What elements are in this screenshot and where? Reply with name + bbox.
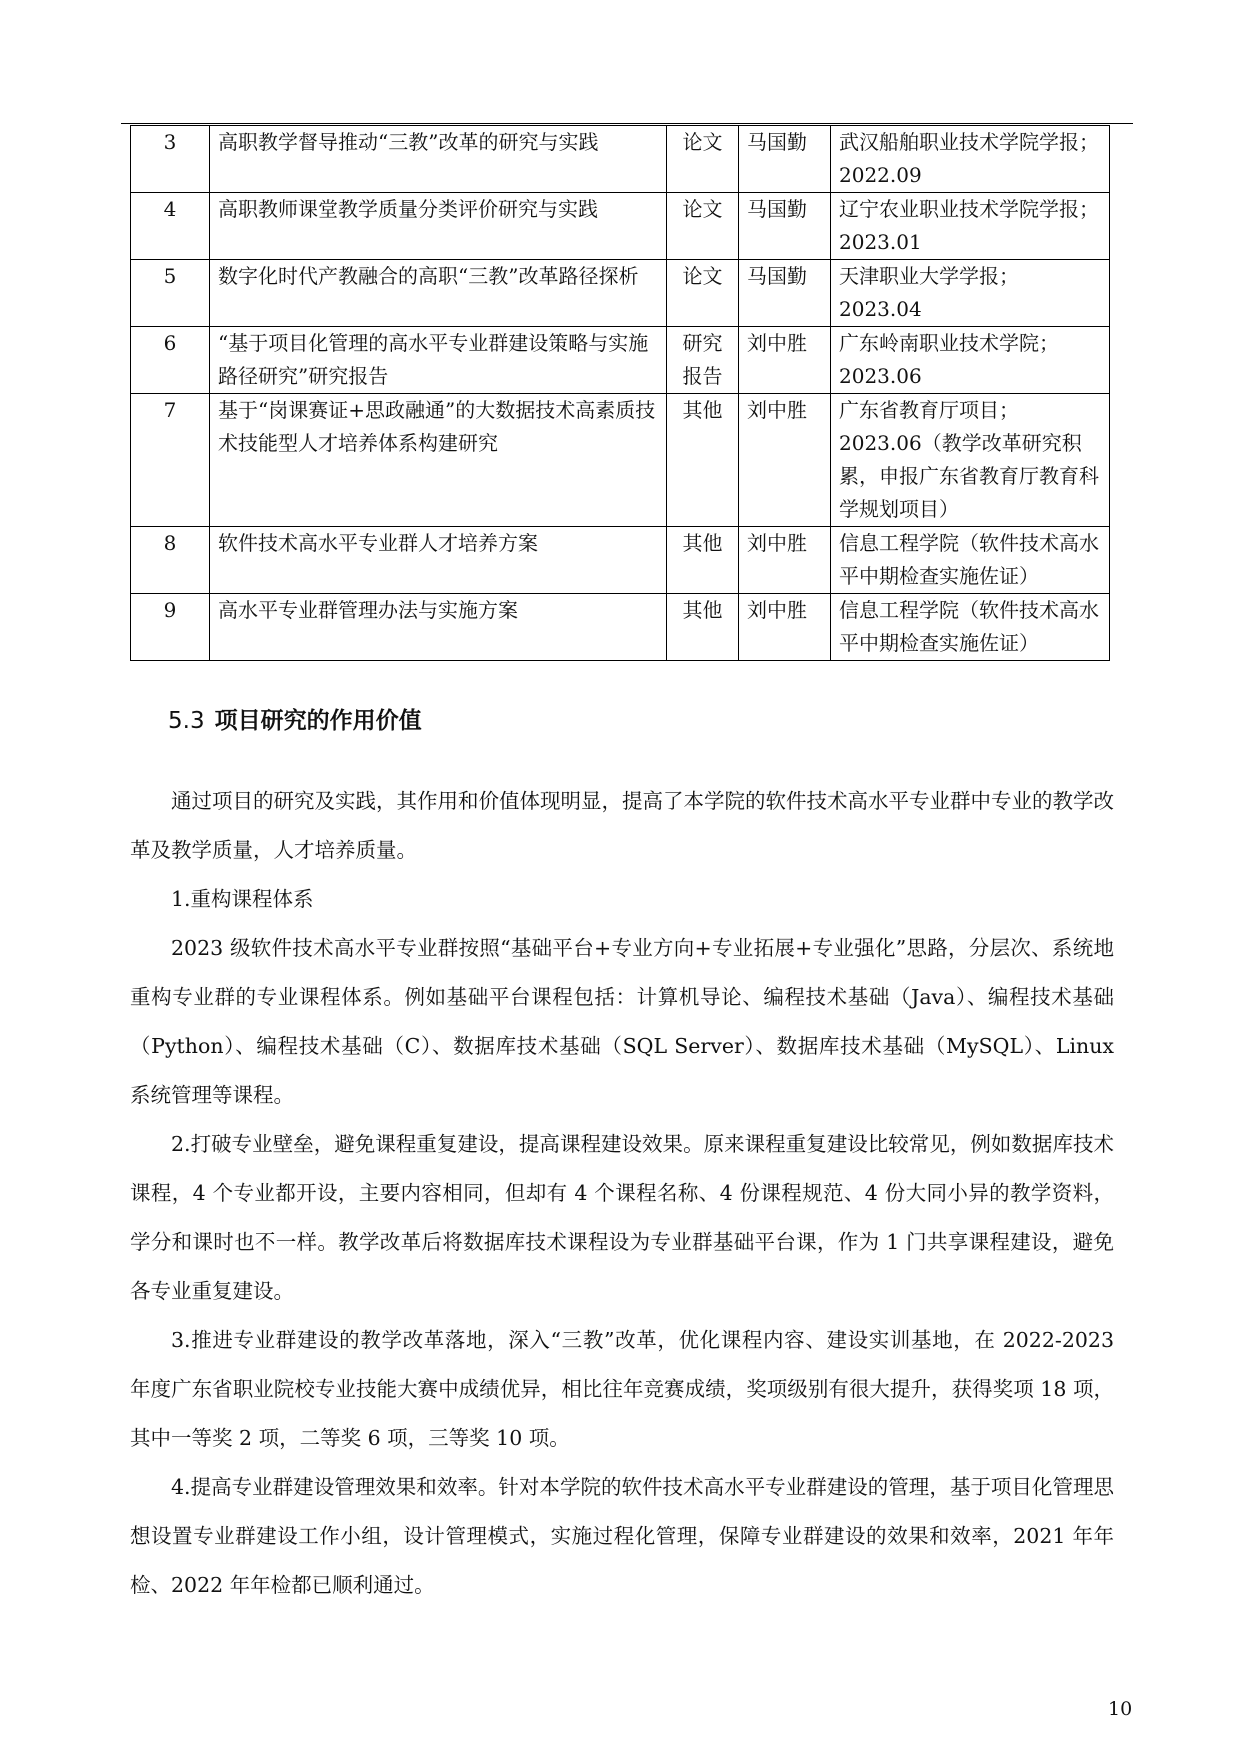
section-title: 项目研究的作用价值 [214, 708, 422, 734]
row-title: 数字化时代产教融合的高职“三教”改革路径探析 [210, 260, 667, 327]
row-number: 9 [131, 594, 210, 661]
header-rule [121, 123, 1133, 124]
row-author: 刘中胜 [739, 527, 831, 594]
row-title: 高职教师课堂教学质量分类评价研究与实践 [210, 193, 667, 260]
table-row [131, 527, 1110, 594]
row-title: 高职教学督导推动“三教”改革的研究与实践 [210, 126, 667, 193]
table-row [131, 327, 1110, 394]
paragraph-2: 2.打破专业壁垒，避免课程重复建设，提高课程建设效果。原来课程重复建设比较常见，例如数据库技术课程，4 个专业都开设，主要内容相同，但却有 4 个课程名称、4 份课程规范、4 份大同小异的教学资料，学分和课时也不一样。教学改革后将数据库技术课程设为专业群基础平台课，作为 1 门共享课程建设，避免各专业重复建设。 [130, 1132, 1114, 1303]
row-number: 6 [131, 327, 210, 394]
row-number: 7 [131, 394, 210, 527]
row-publication: 天津职业大学学报；2023.04 [831, 260, 1110, 327]
row-title: 软件技术高水平专业群人才培养方案 [210, 527, 667, 594]
table-row [131, 594, 1110, 661]
row-author: 马国勤 [739, 126, 831, 193]
row-number: 8 [131, 527, 210, 594]
row-publication: 广东岭南职业技术学院；2023.06 [831, 327, 1110, 394]
row-type: 研究报告 [667, 327, 739, 394]
paragraph-3: 3.推进专业群建设的教学改革落地，深入“三教”改革，优化课程内容、建设实训基地，在 2022-2023 年度广东省职业院校专业技能大赛中成绩优异，相比往年竞赛成绩，奖项级别有很大提升，获得奖项 18 项，其中一等奖 2 项，二等奖 6 项，三等奖 10 项。 [130, 1328, 1114, 1450]
row-title: 高水平专业群管理办法与实施方案 [210, 594, 667, 661]
row-title: 基于“岗课赛证+思政融通”的大数据技术高素质技术技能型人才培养体系构建研究 [210, 394, 667, 527]
paragraph-heading-1: 1.重构课程体系 [171, 887, 314, 911]
table-row [131, 260, 1110, 327]
row-author: 马国勤 [739, 260, 831, 327]
row-title: “基于项目化管理的高水平专业群建设策略与实施路径研究”研究报告 [210, 327, 667, 394]
row-author: 刘中胜 [739, 594, 831, 661]
row-publication: 信息工程学院（软件技术高水平中期检查实施佐证） [831, 527, 1110, 594]
row-type: 论文 [667, 260, 739, 327]
row-author: 刘中胜 [739, 327, 831, 394]
research-results-table [130, 125, 1110, 661]
paragraph-4: 4.提高专业群建设管理效果和效率。针对本学院的软件技术高水平专业群建设的管理，基于项目化管理思想设置专业群建设工作小组，设计管理模式，实施过程化管理，保障专业群建设的效果和效率，2021 年年检、2022 年年检都已顺利通过。 [130, 1475, 1114, 1597]
row-type: 其他 [667, 394, 739, 527]
row-type: 其他 [667, 527, 739, 594]
row-publication: 信息工程学院（软件技术高水平中期检查实施佐证） [831, 594, 1110, 661]
section-number: 5.3 [168, 708, 205, 734]
table-body [131, 126, 1110, 661]
table-row [131, 193, 1110, 260]
table-row [131, 394, 1110, 527]
row-type: 其他 [667, 594, 739, 661]
body-text [130, 777, 1114, 1610]
row-number: 4 [131, 193, 210, 260]
row-number: 5 [131, 260, 210, 327]
page-number: 10 [1108, 1698, 1133, 1720]
row-author: 马国勤 [739, 193, 831, 260]
row-number: 3 [131, 126, 210, 193]
row-type: 论文 [667, 126, 739, 193]
row-publication: 武汉船舶职业技术学院学报；2022.09 [831, 126, 1110, 193]
paragraph-intro: 通过项目的研究及实践，其作用和价值体现明显，提高了本学院的软件技术高水平专业群中专业的教学改革及教学质量，人才培养质量。 [130, 789, 1114, 862]
table-row [131, 126, 1110, 193]
row-publication: 辽宁农业职业技术学院学报；2023.01 [831, 193, 1110, 260]
section-heading [168, 702, 422, 735]
paragraph-1: 2023 级软件技术高水平专业群按照“基础平台+专业方向+专业拓展+专业强化”思路，分层次、系统地重构专业群的专业课程体系。例如基础平台课程包括：计算机导论、编程技术基础（Java）、编程技术基础（Python）、编程技术基础（C）、数据库技术基础（SQL Server）、数据库技术基础（MySQL）、Linux 系统管理等课程。 [130, 936, 1114, 1107]
row-author: 刘中胜 [739, 394, 831, 527]
row-publication: 广东省教育厅项目；2023.06（教学改革研究积累，申报广东省教育厅教育科学规划项目） [831, 394, 1110, 527]
row-type: 论文 [667, 193, 739, 260]
